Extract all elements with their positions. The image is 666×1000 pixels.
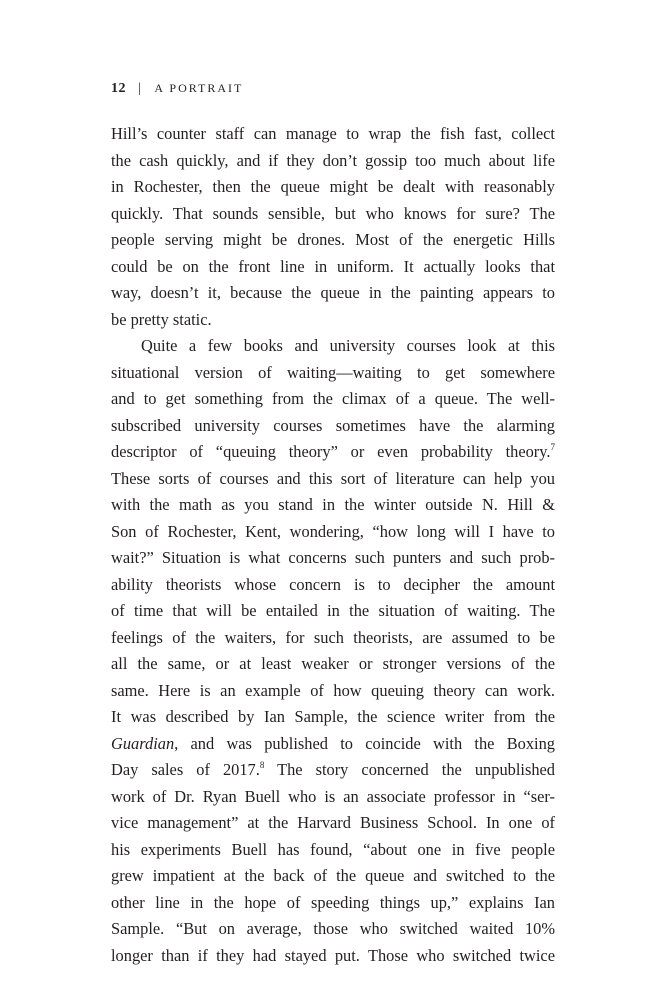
text-line: could be on the front line in uniform. It actually looks that (111, 256, 555, 276)
text-line: situational version of waiting—waiting to get somewhere (111, 362, 555, 382)
italic-publication: Guardian (111, 733, 175, 753)
text-line: work of Dr. Ryan Buell who is an associate professor in “ser- (111, 786, 555, 806)
text-line: be pretty static. (111, 309, 212, 329)
text-line: wait?” Situation is what concerns such punters and such prob- (111, 548, 555, 567)
text-line: and to get something from the climax of a queue. The well- (111, 389, 555, 408)
footnote-marker-7: 7 (550, 442, 555, 452)
footnote-marker-8: 8 (259, 760, 265, 770)
text-line: longer than if they had stayed put. Those who switched twice (111, 945, 555, 965)
text-line: the cash quickly, and if they don’t gossip too much about life (111, 150, 555, 170)
text-line: Hill’s counter staff can manage to wrap the fish fast, collect (111, 124, 555, 143)
line-text: , and was published to coincide with the Boxing (174, 733, 555, 753)
paragraph-2 (111, 333, 555, 969)
text-line: with the math as you stand in the winter outside N. Hill & (111, 495, 555, 514)
line-text: descriptor of “queuing theory” or even probability theory. (111, 442, 551, 461)
text-line: quickly. That sounds sensible, but who knows for sure? The (111, 203, 555, 223)
text-line (111, 757, 555, 784)
text-line: Quite a few books and university courses look at this (141, 336, 555, 355)
running-head (111, 80, 243, 97)
section-title: A PORTRAIT (154, 81, 244, 95)
text-line: same. Here is an example of how queuing theory can work. (111, 680, 555, 700)
text-line: people serving might be drones. Most of the energetic Hills (111, 230, 555, 249)
text-line: grew impatient at the back of the queue and switched to the (111, 866, 555, 885)
text-line: Sample. “But on average, those who switched waited 10% (111, 919, 555, 938)
text-line: subscribed university courses sometimes have the alarming (111, 415, 555, 435)
text-line: Son of Rochester, Kent, wondering, “how long will I have to (111, 521, 555, 541)
text-line: way, doesn’t it, because the queue in the painting appears to (111, 283, 555, 302)
text-line: of time that will be entailed in the situation of waiting. The (111, 601, 555, 620)
text-line (111, 439, 555, 466)
line-text: Day sales of 2017. (111, 760, 260, 779)
text-line: his experiments Buell has found, “about one in five people (111, 839, 555, 859)
text-line (111, 731, 555, 758)
line-text-tail: The story concerned the unpublished (264, 760, 555, 779)
text-line: in Rochester, then the queue might be dealt with reasonably (111, 177, 555, 196)
text-line: It was described by Ian Sample, the science writer from the (111, 707, 555, 726)
body-text (111, 121, 555, 969)
text-line: all the same, or at least weaker or stronger versions of the (111, 654, 555, 673)
text-line: vice management” at the Harvard Business School. In one of (111, 813, 555, 832)
paragraph-1 (111, 121, 555, 333)
text-line: other line in the hope of speeding things up,” explains Ian (111, 892, 555, 912)
text-line: These sorts of courses and this sort of literature can help you (111, 468, 555, 488)
running-head-separator: | (138, 81, 143, 96)
text-line: feelings of the waiters, for such theorists, are assumed to be (111, 627, 555, 647)
text-line: ability theorists whose concern is to decipher the amount (111, 574, 555, 594)
page-number: 12 (111, 81, 126, 96)
